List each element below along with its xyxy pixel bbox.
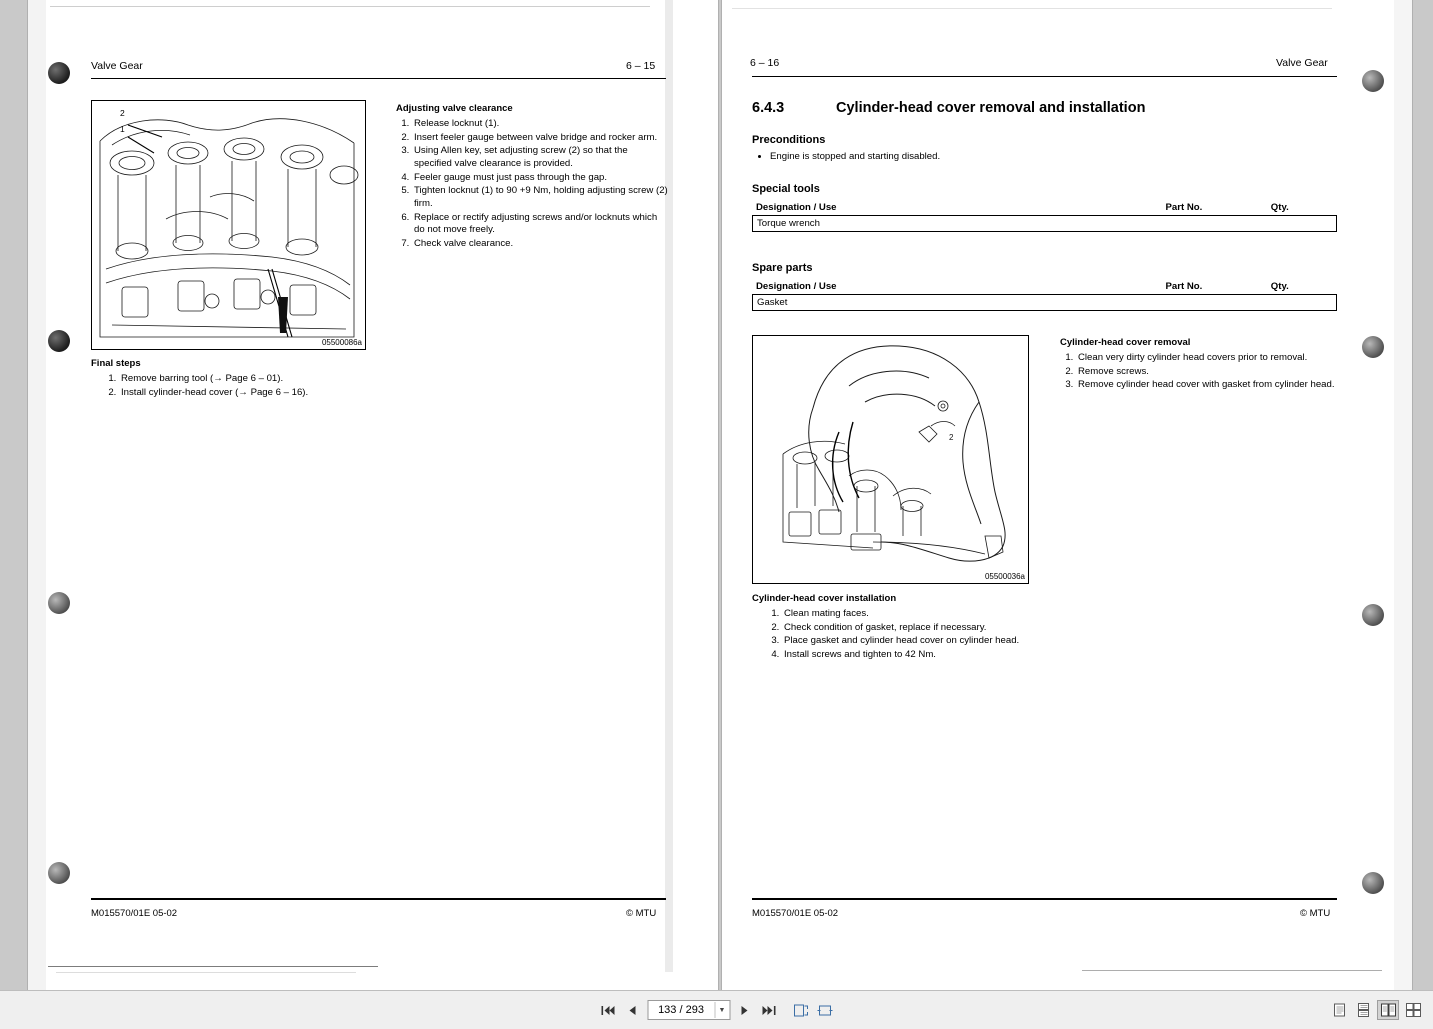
installation-title: Cylinder-head cover installation — [752, 593, 897, 604]
cell-designation: Torque wrench — [757, 218, 820, 229]
viewer-toolbar[interactable] — [0, 990, 1433, 1029]
single-page-icon — [1333, 1003, 1346, 1017]
document-page-right — [722, 0, 1412, 990]
table-header-row — [752, 200, 1337, 216]
figure-cylinder-head-cover — [752, 335, 1029, 584]
footer-doc-number: M015570/01E 05-02 — [91, 908, 178, 919]
list-item: 3. Using Allen key, set adjusting screw (2) so that the specified valve clearance is provided. — [412, 145, 668, 170]
list-item: 2. Install cylinder-head cover (→ Page 6 – 16). — [119, 387, 393, 400]
page-number-box[interactable] — [647, 1000, 730, 1020]
first-page-button[interactable] — [599, 1001, 617, 1019]
steps-list — [396, 118, 668, 251]
list-item: 5. Tighten locknut (1) to 90 +9 Nm, holding adjusting screw (2) firm. — [412, 185, 668, 210]
list-item: 3. Remove cylinder head cover with gasket from cylinder head. — [1076, 379, 1335, 392]
footer-doc-number: M015570/01E 05-02 — [752, 908, 839, 919]
two-page-view-button[interactable] — [1377, 1000, 1399, 1020]
preconditions-list — [758, 151, 1158, 164]
chevron-down-icon[interactable]: ▼ — [714, 1002, 729, 1018]
installation-steps-wrap — [766, 608, 1126, 663]
first-page-icon — [602, 1005, 615, 1016]
punch-hole — [1362, 604, 1384, 626]
continuous-page-view-button[interactable] — [1353, 1001, 1373, 1019]
section-title: Cylinder-head cover removal and installation — [836, 100, 1146, 116]
next-page-button[interactable] — [736, 1001, 754, 1019]
figure-label-1: 1 — [120, 124, 125, 134]
adjusting-valve-clearance-steps — [396, 118, 668, 252]
list-item: 1. Release locknut (1). — [412, 118, 668, 131]
footer-copyright: © MTU — [1300, 908, 1331, 919]
list-item: 2. Insert feeler gauge between valve bridge and rocker arm. — [412, 132, 668, 145]
spare-parts-table — [752, 279, 1337, 311]
page-number: 6 – 16 — [750, 57, 780, 69]
view-mode-group[interactable] — [1329, 991, 1423, 1029]
fit-page-button[interactable] — [792, 1001, 810, 1019]
section-number: 6.4.3 — [752, 100, 785, 116]
removal-steps-list — [1060, 352, 1335, 392]
table — [752, 279, 1337, 295]
final-steps-list — [103, 373, 393, 399]
removal-title: Cylinder-head cover removal — [1060, 337, 1191, 348]
removal-steps-wrap — [1060, 352, 1335, 393]
previous-page-button[interactable] — [623, 1001, 641, 1019]
header-rule — [91, 78, 666, 79]
special-tools-table — [752, 200, 1337, 232]
cell-part-no — [1161, 295, 1266, 310]
punch-hole — [48, 592, 70, 614]
col-designation: Designation / Use — [752, 279, 1162, 295]
col-part-no: Part No. — [1162, 200, 1267, 216]
page-header-left: Valve Gear — [91, 60, 143, 72]
final-steps-list-wrap — [103, 373, 393, 400]
cell-designation: Gasket — [757, 297, 788, 308]
table — [752, 200, 1337, 216]
fit-width-icon — [818, 1004, 833, 1017]
figure-caption: 05500086a — [321, 338, 362, 347]
col-designation: Designation / Use — [752, 200, 1162, 216]
table-header-row — [752, 279, 1337, 295]
two-page-scroll-icon — [1406, 1003, 1421, 1017]
col-qty: Qty. — [1267, 279, 1337, 295]
last-page-button[interactable] — [760, 1001, 778, 1019]
punch-hole — [48, 62, 70, 84]
figure-cylinder-head-cover-drawing — [753, 336, 1028, 583]
list-item: 1. Clean mating faces. — [782, 608, 1126, 621]
col-qty: Qty. — [1267, 200, 1337, 216]
figure-valve-gear-drawing — [92, 101, 365, 349]
page-header-right: Valve Gear — [1276, 57, 1328, 69]
list-item: 6. Replace or rectify adjusting screws and/or locknuts which do not move freely. — [412, 212, 668, 237]
preconditions-list-wrap — [758, 151, 1158, 164]
punch-hole — [1362, 872, 1384, 894]
svg-text:2: 2 — [949, 433, 954, 442]
footer-rule — [752, 898, 1337, 900]
spare-parts-title: Spare parts — [752, 262, 813, 274]
footer-rule — [91, 898, 666, 900]
special-tools-title: Special tools — [752, 183, 820, 195]
cell-qty — [1266, 216, 1336, 231]
continuous-page-icon — [1357, 1003, 1370, 1017]
page-number-input[interactable] — [648, 1001, 714, 1019]
final-steps-title: Final steps — [91, 358, 141, 369]
col-part-no: Part No. — [1162, 279, 1267, 295]
list-item: 4. Install screws and tighten to 42 Nm. — [782, 649, 1126, 662]
cell-part-no — [1161, 216, 1266, 231]
preconditions-title: Preconditions — [752, 134, 826, 146]
figure-caption: 05500036a — [984, 572, 1025, 581]
last-page-icon — [763, 1005, 776, 1016]
cell-qty — [1266, 295, 1336, 310]
list-item: 4. Feeler gauge must just pass through the gap. — [412, 172, 668, 185]
punch-hole — [1362, 336, 1384, 358]
list-item: 1. Clean very dirty cylinder head covers prior to removal. — [1076, 352, 1335, 365]
document-page-left — [28, 0, 718, 990]
punch-hole — [48, 330, 70, 352]
header-rule — [752, 76, 1337, 77]
list-item: • Engine is stopped and starting disabled. — [770, 151, 1158, 164]
list-item: 7. Check valve clearance. — [412, 238, 668, 251]
single-page-view-button[interactable] — [1329, 1001, 1349, 1019]
list-item: 2. Remove screws. — [1076, 366, 1335, 379]
table-body — [753, 295, 1336, 310]
punch-hole — [1362, 70, 1384, 92]
adjusting-valve-clearance-title: Adjusting valve clearance — [396, 103, 513, 114]
page-number: 6 – 15 — [626, 60, 656, 72]
next-page-icon — [741, 1005, 750, 1016]
table-body — [753, 216, 1336, 231]
fit-page-icon — [794, 1004, 809, 1017]
footer-copyright: © MTU — [626, 908, 657, 919]
previous-page-icon — [628, 1005, 637, 1016]
list-item: 2. Check condition of gasket, replace if necessary. — [782, 622, 1126, 635]
list-item: 3. Place gasket and cylinder head cover on cylinder head. — [782, 635, 1126, 648]
figure-label-2: 2 — [120, 108, 125, 118]
punch-hole — [48, 862, 70, 884]
two-page-icon — [1381, 1003, 1396, 1017]
list-item: 1. Remove barring tool (→ Page 6 – 01). — [119, 373, 393, 386]
two-page-scroll-view-button[interactable] — [1403, 1001, 1423, 1019]
installation-steps-list — [766, 608, 1126, 662]
fit-width-button[interactable] — [816, 1001, 834, 1019]
table-row — [753, 216, 1336, 231]
figure-valve-gear — [91, 100, 366, 350]
table-row — [753, 295, 1336, 310]
